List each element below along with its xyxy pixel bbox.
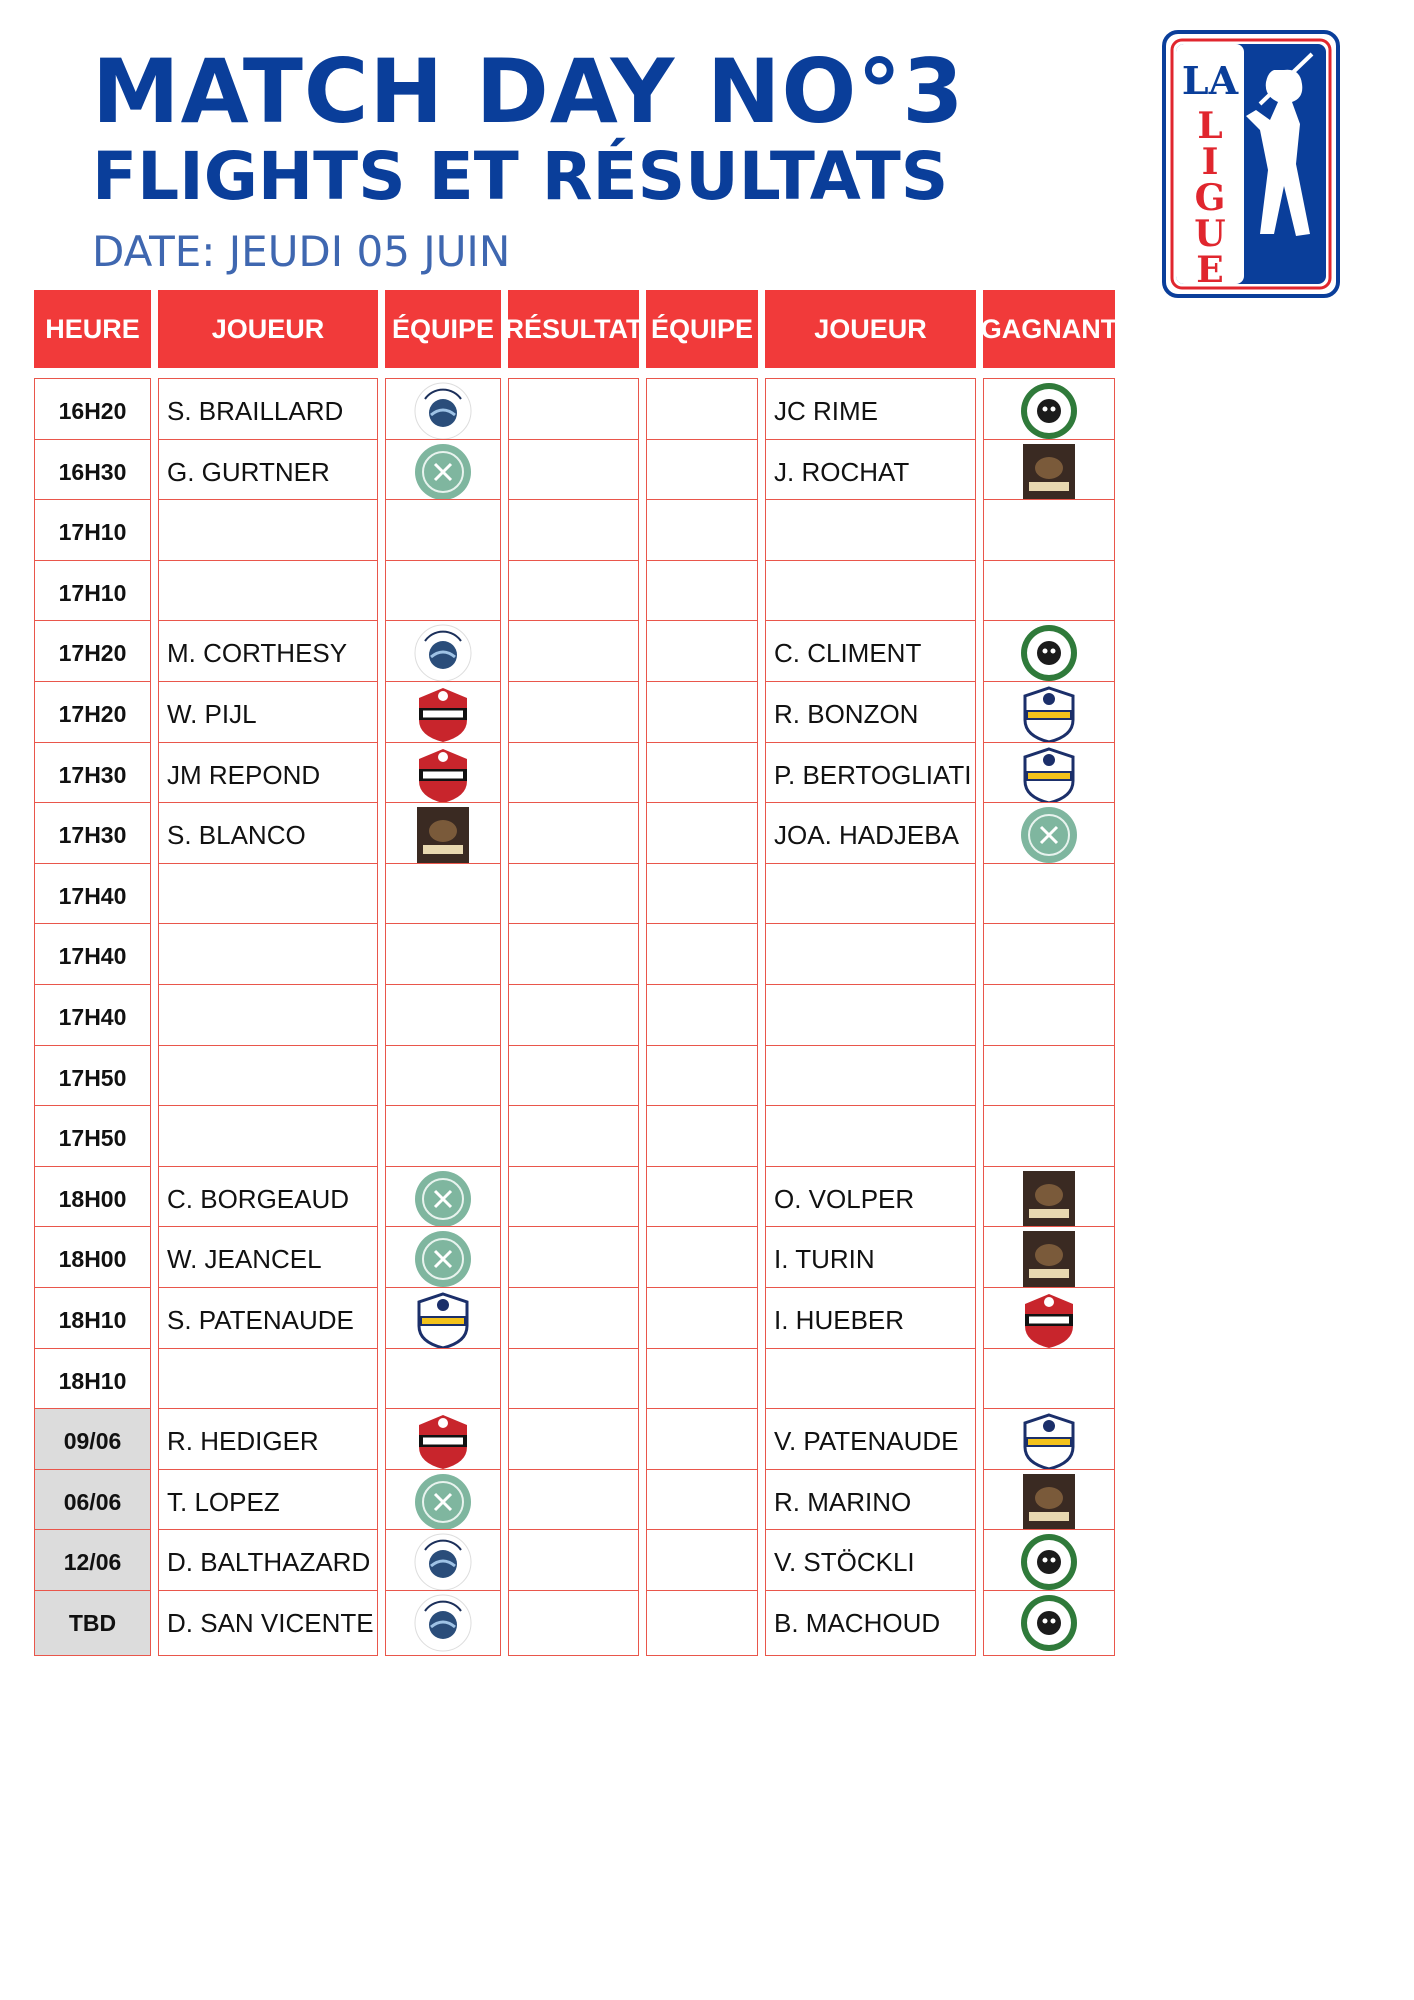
- la-une-icon: [1019, 684, 1079, 744]
- logo-text-ligue: [1194, 105, 1225, 291]
- cell-joueur-2: [765, 499, 976, 565]
- cell-equipe-1: [385, 439, 501, 505]
- cell-resultat: [508, 560, 639, 626]
- cell-equipe-2: [646, 1408, 758, 1474]
- cell-equipe-2: [646, 1590, 758, 1656]
- cell-heure: 17H20: [34, 681, 151, 747]
- lefty-co-icon: [1019, 805, 1079, 865]
- cell-joueur-2: C. CLIMENT: [765, 620, 976, 686]
- cell-equipe-1: [385, 1590, 501, 1656]
- sangliers-icon: [1019, 1472, 1079, 1532]
- cell-joueur-1: [158, 1105, 378, 1171]
- cell-resultat: [508, 1469, 639, 1535]
- cell-resultat: [508, 1045, 639, 1111]
- cell-gagnant: [983, 802, 1115, 868]
- cell-joueur-2: [765, 560, 976, 626]
- cell-resultat: [508, 923, 639, 989]
- logo-letter: E: [1196, 249, 1224, 291]
- cell-equipe-2: [646, 923, 758, 989]
- cell-resultat: [508, 1166, 639, 1232]
- cell-heure: 16H20: [34, 378, 151, 444]
- jen-rmet-une-icon: [413, 1532, 473, 1592]
- cell-joueur-2: [765, 1348, 976, 1414]
- cell-joueur-2: R. MARINO: [765, 1469, 976, 1535]
- cell-resultat: [508, 1287, 639, 1353]
- cell-joueur-1: R. HEDIGER: [158, 1408, 378, 1474]
- cell-equipe-1: [385, 1348, 501, 1414]
- logo-letter: G: [1194, 177, 1226, 219]
- cell-joueur-2: I. TURIN: [765, 1226, 976, 1292]
- cell-equipe-2: [646, 863, 758, 929]
- cell-heure: 18H10: [34, 1348, 151, 1414]
- cell-gagnant: [983, 499, 1115, 565]
- cell-heure: TBD: [34, 1590, 151, 1656]
- cell-resultat: [508, 863, 639, 929]
- birdies-bandits-icon: [1019, 381, 1079, 441]
- cell-joueur-2: B. MACHOUD: [765, 1590, 976, 1656]
- no-practice-icon: [413, 1411, 473, 1471]
- cell-gagnant: [983, 1529, 1115, 1595]
- cell-gagnant: [983, 984, 1115, 1050]
- cell-heure: 12/06: [34, 1529, 151, 1595]
- sangliers-icon: [1019, 1229, 1079, 1289]
- cell-joueur-2: [765, 863, 976, 929]
- cell-resultat: [508, 1348, 639, 1414]
- cell-gagnant: [983, 1166, 1115, 1232]
- cell-joueur-2: [765, 1105, 976, 1171]
- cell-joueur-1: [158, 984, 378, 1050]
- cell-equipe-1: [385, 1166, 501, 1232]
- cell-joueur-1: [158, 499, 378, 565]
- lefty-co-icon: [413, 1169, 473, 1229]
- column-header-equipe-2: ÉQUIPE: [646, 290, 758, 368]
- la-une-icon: [1019, 1411, 1079, 1471]
- logo-letter: I: [1201, 141, 1219, 183]
- lefty-co-icon: [413, 442, 473, 502]
- cell-heure: 18H00: [34, 1166, 151, 1232]
- cell-equipe-2: [646, 620, 758, 686]
- cell-equipe-2: [646, 1045, 758, 1111]
- cell-joueur-2: [765, 1045, 976, 1111]
- logo-letter: L: [1197, 105, 1223, 147]
- cell-equipe-1: [385, 560, 501, 626]
- page-header: [92, 40, 965, 282]
- cell-gagnant: [983, 1469, 1115, 1535]
- birdies-bandits-icon: [1019, 623, 1079, 683]
- cell-resultat: [508, 742, 639, 808]
- cell-gagnant: [983, 378, 1115, 444]
- cell-equipe-1: [385, 1105, 501, 1171]
- cell-resultat: [508, 439, 639, 505]
- cell-resultat: [508, 681, 639, 747]
- cell-gagnant: [983, 1105, 1115, 1171]
- cell-heure: 17H30: [34, 742, 151, 808]
- cell-equipe-2: [646, 681, 758, 747]
- cell-joueur-1: [158, 863, 378, 929]
- cell-equipe-2: [646, 1287, 758, 1353]
- cell-equipe-1: [385, 1226, 501, 1292]
- cell-gagnant: [983, 681, 1115, 747]
- cell-equipe-2: [646, 742, 758, 808]
- cell-equipe-1: [385, 984, 501, 1050]
- logo-letter: U: [1194, 213, 1226, 255]
- cell-resultat: [508, 499, 639, 565]
- cell-equipe-1: [385, 923, 501, 989]
- birdies-bandits-icon: [1019, 1532, 1079, 1592]
- cell-gagnant: [983, 439, 1115, 505]
- cell-joueur-2: P. BERTOGLIATI: [765, 742, 976, 808]
- sangliers-icon: [1019, 1169, 1079, 1229]
- cell-equipe-2: [646, 984, 758, 1050]
- cell-resultat: [508, 1529, 639, 1595]
- cell-joueur-2: R. BONZON: [765, 681, 976, 747]
- cell-joueur-1: M. CORTHESY: [158, 620, 378, 686]
- cell-heure: 17H20: [34, 620, 151, 686]
- cell-heure: 17H10: [34, 560, 151, 626]
- cell-resultat: [508, 1408, 639, 1474]
- cell-gagnant: [983, 1287, 1115, 1353]
- no-practice-icon: [413, 684, 473, 744]
- cell-heure: 18H00: [34, 1226, 151, 1292]
- cell-joueur-1: S. PATENAUDE: [158, 1287, 378, 1353]
- golfer-logo-icon: [1162, 30, 1340, 298]
- cell-equipe-1: [385, 1529, 501, 1595]
- la-une-icon: [1019, 745, 1079, 805]
- no-practice-icon: [413, 745, 473, 805]
- cell-joueur-2: O. VOLPER: [765, 1166, 976, 1232]
- cell-resultat: [508, 378, 639, 444]
- column-header-joueur-1: JOUEUR: [158, 290, 378, 368]
- cell-equipe-2: [646, 1226, 758, 1292]
- cell-equipe-1: [385, 1408, 501, 1474]
- cell-heure: 16H30: [34, 439, 151, 505]
- cell-resultat: [508, 802, 639, 868]
- column-header-heure: HEURE: [34, 290, 151, 368]
- column-header-joueur-2: JOUEUR: [765, 290, 976, 368]
- lefty-co-icon: [413, 1229, 473, 1289]
- sangliers-icon: [413, 805, 473, 865]
- cell-equipe-2: [646, 439, 758, 505]
- column-header-equipe-1: ÉQUIPE: [385, 290, 501, 368]
- cell-equipe-1: [385, 378, 501, 444]
- cell-gagnant: [983, 1348, 1115, 1414]
- logo-text-la: LA: [1181, 58, 1239, 103]
- cell-joueur-2: V. STÖCKLI: [765, 1529, 976, 1595]
- cell-heure: 17H50: [34, 1105, 151, 1171]
- date-label: DATE: JEUDI 05 JUIN: [92, 227, 511, 276]
- cell-joueur-2: [765, 923, 976, 989]
- cell-equipe-2: [646, 378, 758, 444]
- cell-resultat: [508, 620, 639, 686]
- la-une-icon: [413, 1290, 473, 1350]
- cell-equipe-2: [646, 1166, 758, 1232]
- cell-joueur-1: [158, 1348, 378, 1414]
- cell-joueur-1: W. PIJL: [158, 681, 378, 747]
- cell-gagnant: [983, 620, 1115, 686]
- cell-equipe-1: [385, 863, 501, 929]
- cell-equipe-1: [385, 1469, 501, 1535]
- cell-joueur-1: [158, 923, 378, 989]
- cell-equipe-1: [385, 1287, 501, 1353]
- cell-heure: 09/06: [34, 1408, 151, 1474]
- cell-joueur-2: JC RIME: [765, 378, 976, 444]
- column-header-gagnant: GAGNANT: [983, 290, 1115, 368]
- cell-equipe-1: [385, 681, 501, 747]
- cell-joueur-1: W. JEANCEL: [158, 1226, 378, 1292]
- cell-resultat: [508, 984, 639, 1050]
- cell-joueur-1: S. BLANCO: [158, 802, 378, 868]
- lefty-co-icon: [413, 1472, 473, 1532]
- cell-gagnant: [983, 1408, 1115, 1474]
- cell-heure: 17H30: [34, 802, 151, 868]
- cell-equipe-2: [646, 802, 758, 868]
- cell-heure: 17H40: [34, 863, 151, 929]
- birdies-bandits-icon: [1019, 1593, 1079, 1653]
- cell-equipe-2: [646, 1348, 758, 1414]
- no-practice-icon: [1019, 1290, 1079, 1350]
- cell-equipe-2: [646, 499, 758, 565]
- cell-joueur-2: J. ROCHAT: [765, 439, 976, 505]
- cell-heure: 17H40: [34, 984, 151, 1050]
- cell-gagnant: [983, 1045, 1115, 1111]
- cell-joueur-2: I. HUEBER: [765, 1287, 976, 1353]
- cell-joueur-1: D. BALTHAZARD: [158, 1529, 378, 1595]
- cell-heure: 17H40: [34, 923, 151, 989]
- cell-resultat: [508, 1105, 639, 1171]
- cell-equipe-2: [646, 1469, 758, 1535]
- cell-equipe-1: [385, 620, 501, 686]
- cell-gagnant: [983, 1226, 1115, 1292]
- cell-heure: 06/06: [34, 1469, 151, 1535]
- cell-equipe-2: [646, 1529, 758, 1595]
- cell-equipe-1: [385, 802, 501, 868]
- cell-resultat: [508, 1226, 639, 1292]
- cell-joueur-1: C. BORGEAUD: [158, 1166, 378, 1232]
- jen-rmet-une-icon: [413, 623, 473, 683]
- cell-joueur-1: T. LOPEZ: [158, 1469, 378, 1535]
- cell-heure: 17H10: [34, 499, 151, 565]
- cell-equipe-2: [646, 560, 758, 626]
- cell-gagnant: [983, 742, 1115, 808]
- cell-joueur-1: [158, 560, 378, 626]
- cell-equipe-1: [385, 499, 501, 565]
- cell-joueur-1: [158, 1045, 378, 1111]
- cell-joueur-2: [765, 984, 976, 1050]
- cell-joueur-2: V. PATENAUDE: [765, 1408, 976, 1474]
- cell-gagnant: [983, 1590, 1115, 1656]
- sangliers-icon: [1019, 442, 1079, 502]
- cell-resultat: [508, 1590, 639, 1656]
- cell-joueur-1: S. BRAILLARD: [158, 378, 378, 444]
- cell-equipe-1: [385, 1045, 501, 1111]
- cell-equipe-2: [646, 1105, 758, 1171]
- cell-joueur-2: JOA. HADJEBA: [765, 802, 976, 868]
- page-title: MATCH DAY NO°3: [92, 40, 965, 143]
- column-header-resultat: RÉSULTAT: [508, 290, 639, 368]
- cell-gagnant: [983, 863, 1115, 929]
- cell-joueur-1: JM REPOND: [158, 742, 378, 808]
- cell-equipe-1: [385, 742, 501, 808]
- jen-rmet-une-icon: [413, 1593, 473, 1653]
- cell-joueur-1: G. GURTNER: [158, 439, 378, 505]
- page-subtitle: FLIGHTS ET RÉSULTATS: [92, 138, 949, 215]
- cell-gagnant: [983, 923, 1115, 989]
- cell-heure: 18H10: [34, 1287, 151, 1353]
- jen-rmet-une-icon: [413, 381, 473, 441]
- cell-gagnant: [983, 560, 1115, 626]
- cell-heure: 17H50: [34, 1045, 151, 1111]
- cell-joueur-1: D. SAN VICENTE: [158, 1590, 378, 1656]
